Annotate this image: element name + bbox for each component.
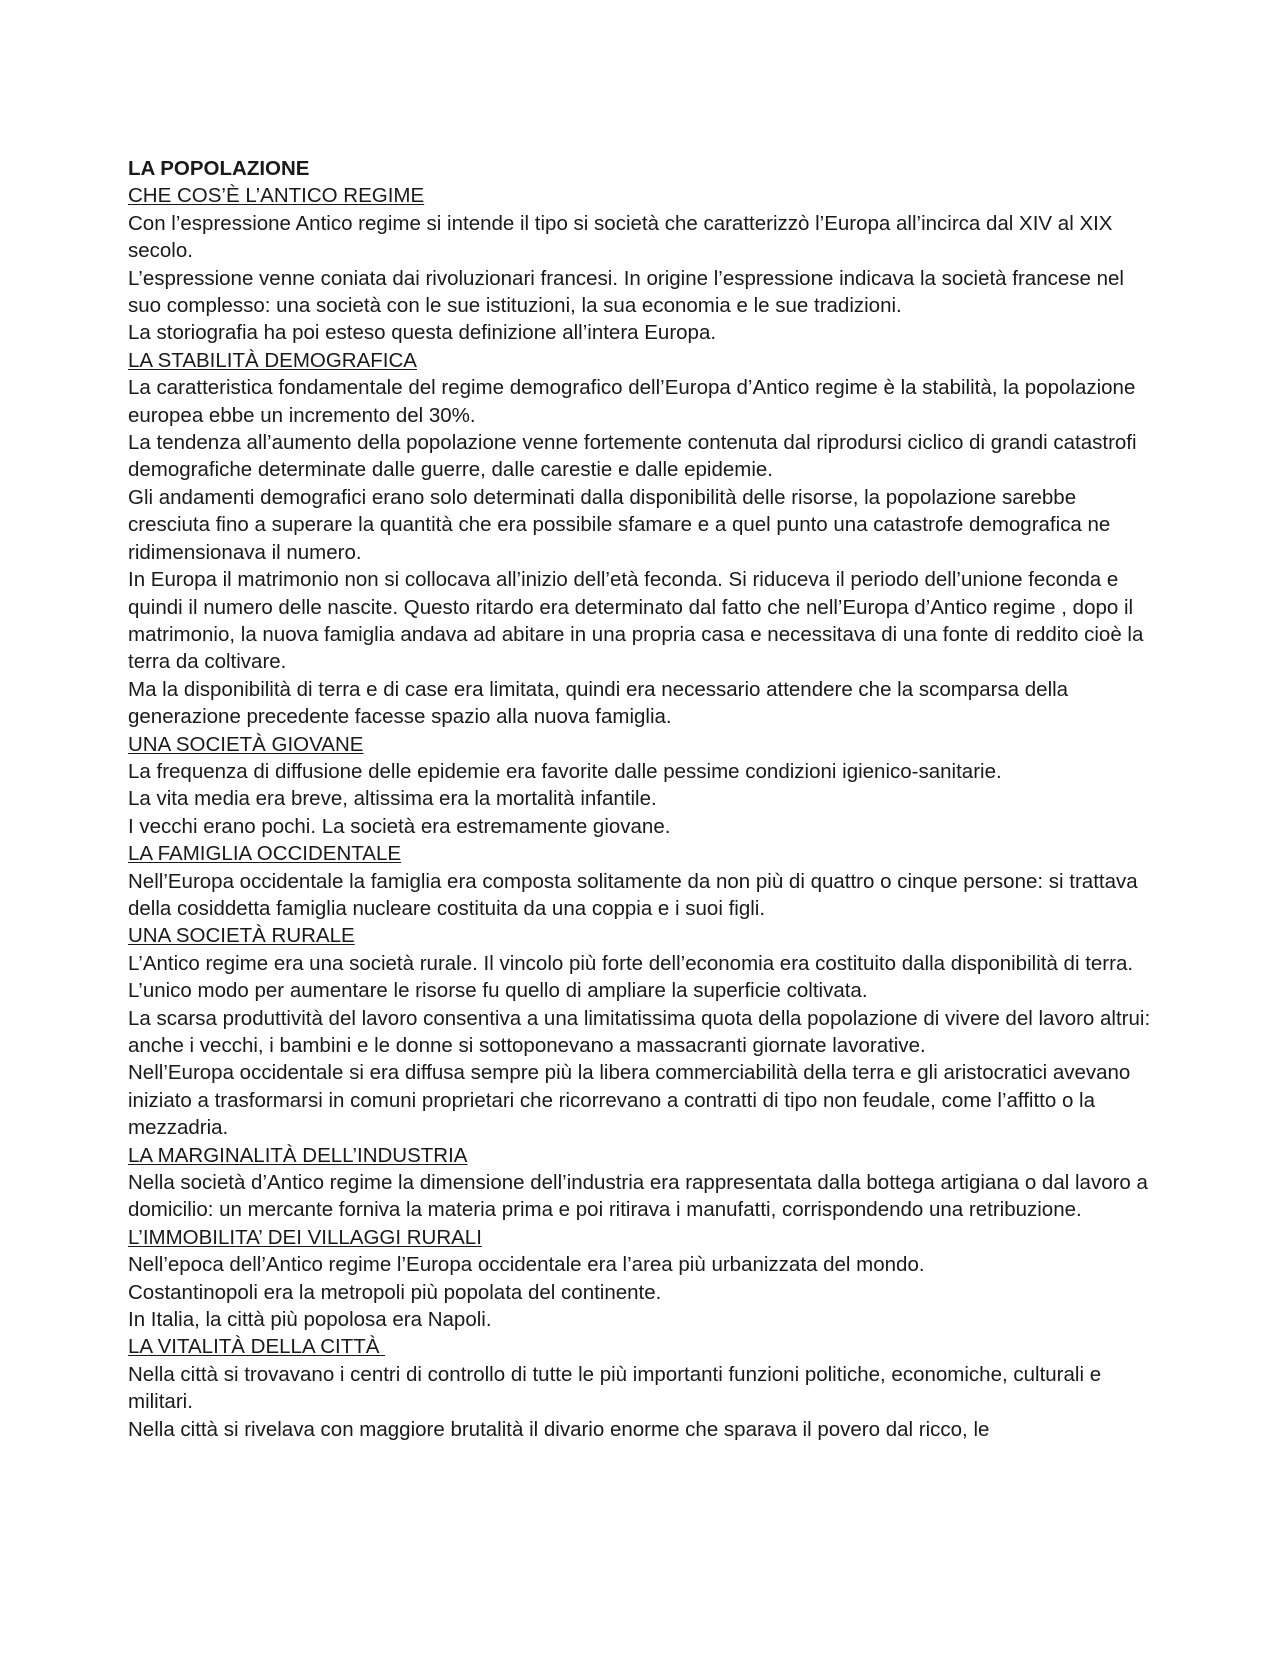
document-section (128, 1333, 1160, 1443)
document-section (128, 1142, 1160, 1224)
document-section (128, 922, 1160, 1141)
paragraph: In Italia, la città più popolosa era Napoli. (128, 1308, 492, 1332)
paragraph: Ma la disponibilità di terra e di case era limitata, quindi era necessario attendere che la scomparsa della generazione precedente facesse spazio alla nuova famiglia. (128, 677, 1069, 729)
paragraph: La caratteristica fondamentale del regime demografico dell’Europa d’Antico regime è la stabilità, la popolazione europea ebbe un incremento del 30%. (128, 376, 1136, 427)
document-page (128, 155, 1160, 1443)
paragraph: La tendenza all’aumento della popolazione venne fortemente contenuta dal riprodursi ciclico di grandi catastrofi demografiche determinate dalle guerre, dalle carestie e dalle epidemie. (128, 431, 1137, 482)
document-section (128, 347, 1160, 731)
document-body (128, 182, 1160, 1443)
paragraph: Gli andamenti demografici erano solo determinati dalla disponibilità delle risorse, la popolazione sarebbe cresciuta fino a superare la quantità che era possibile sfamare e a quel punto una catastrofe demografica ne ridimensionava il numero. (128, 485, 1111, 564)
paragraph: In Europa il matrimonio non si collocava all’inizio dell’età feconda. Si riduceva il periodo dell’unione feconda e quindi il numero delle nascite. Questo ritardo era determinato dal fatto che nell’Europa d’Antico regime , dopo il matrimonio, la nuova famiglia andava ad abitare in una propria casa e necessitava di una fonte di reddito cioè la terra da coltivare. (128, 568, 1144, 674)
paragraph: Nella società d’Antico regime la dimensione dell’industria era rappresentata dalla bottega artigiana o dal lavoro a domicilio: un mercante forniva la materia prima e poi ritirava i manufatti, corrispondendo una retribuzione. (128, 1171, 1148, 1222)
paragraph: La scarsa produttività del lavoro consentiva a una limitatissima quota della popolazione di vivere del lavoro altrui: anche i vecchi, i bambini e le donne si sottoponevano a massacranti giornate lavorative. (128, 1006, 1151, 1057)
paragraph: La frequenza di diffusione delle epidemie era favorite dalle pessime condizioni igienico-sanitarie. (128, 759, 1002, 783)
document-section (128, 182, 1160, 346)
paragraph: Nella città si rivelava con maggiore brutalità il divario enorme che sparava il povero dal ricco, le (128, 1417, 990, 1441)
paragraph: L’espressione venne coniata dai rivoluzionari francesi. In origine l’espressione indicava la società francese nel suo complesso: una società con le sue istituzioni, la sua economia e le sue tradizioni. (128, 266, 1124, 318)
paragraph: Costantinopoli era la metropoli più popolata del continente. (128, 1280, 662, 1304)
paragraph: Con l’espressione Antico regime si intende il tipo si società che caratterizzò l’Europa all’incirca dal XIV al XIX secolo. (128, 211, 1113, 263)
paragraph: I vecchi erano pochi. La società era estremamente giovane. (128, 814, 671, 838)
paragraph: La storiografia ha poi esteso questa definizione all’intera Europa. (128, 321, 717, 345)
section-heading: CHE COS’È L’ANTICO REGIME (128, 184, 425, 208)
section-heading: LA MARGINALITÀ DELL’INDUSTRIA (128, 1143, 468, 1167)
document-section (128, 1224, 1160, 1334)
section-heading: UNA SOCIETÀ GIOVANE (128, 732, 364, 756)
document-section (128, 840, 1160, 922)
document-title: LA POPOLAZIONE (128, 157, 310, 180)
paragraph: L’Antico regime era una società rurale. Il vincolo più forte dell’economia era costituito dalla disponibilità di terra. (128, 951, 1134, 975)
document-section (128, 731, 1160, 841)
paragraph: La vita media era breve, altissima era la mortalità infantile. (128, 787, 657, 811)
section-heading: L’IMMOBILITA’ DEI VILLAGGI RURALI (128, 1225, 482, 1249)
paragraph: Nell’Europa occidentale la famiglia era composta solitamente da non più di quattro o cinque persone: si trattava della cosiddetta famiglia nucleare costituita da una coppia e i suoi figli. (128, 869, 1138, 920)
section-heading: UNA SOCIETÀ RURALE (128, 924, 355, 948)
section-heading: LA VITALITÀ DELLA CITTÀ (128, 1335, 386, 1359)
paragraph: Nell’epoca dell’Antico regime l’Europa occidentale era l’area più urbanizzata del mondo. (128, 1253, 925, 1277)
paragraph: L’unico modo per aumentare le risorse fu quello di ampliare la superficie coltivata. (128, 979, 868, 1003)
paragraph: Nell’Europa occidentale si era diffusa sempre più la libera commerciabilità della terra e gli aristocratici avevano iniziato a trasformarsi in comuni proprietari che ricorrevano a contratti di tipo non feudale, come l’affitto o la mezzadria. (128, 1061, 1131, 1140)
section-heading: LA STABILITÀ DEMOGRAFICA (128, 348, 417, 372)
section-heading: LA FAMIGLIA OCCIDENTALE (128, 842, 402, 866)
paragraph: Nella città si trovavano i centri di controllo di tutte le più importanti funzioni politiche, economiche, culturali e militari. (128, 1362, 1102, 1414)
